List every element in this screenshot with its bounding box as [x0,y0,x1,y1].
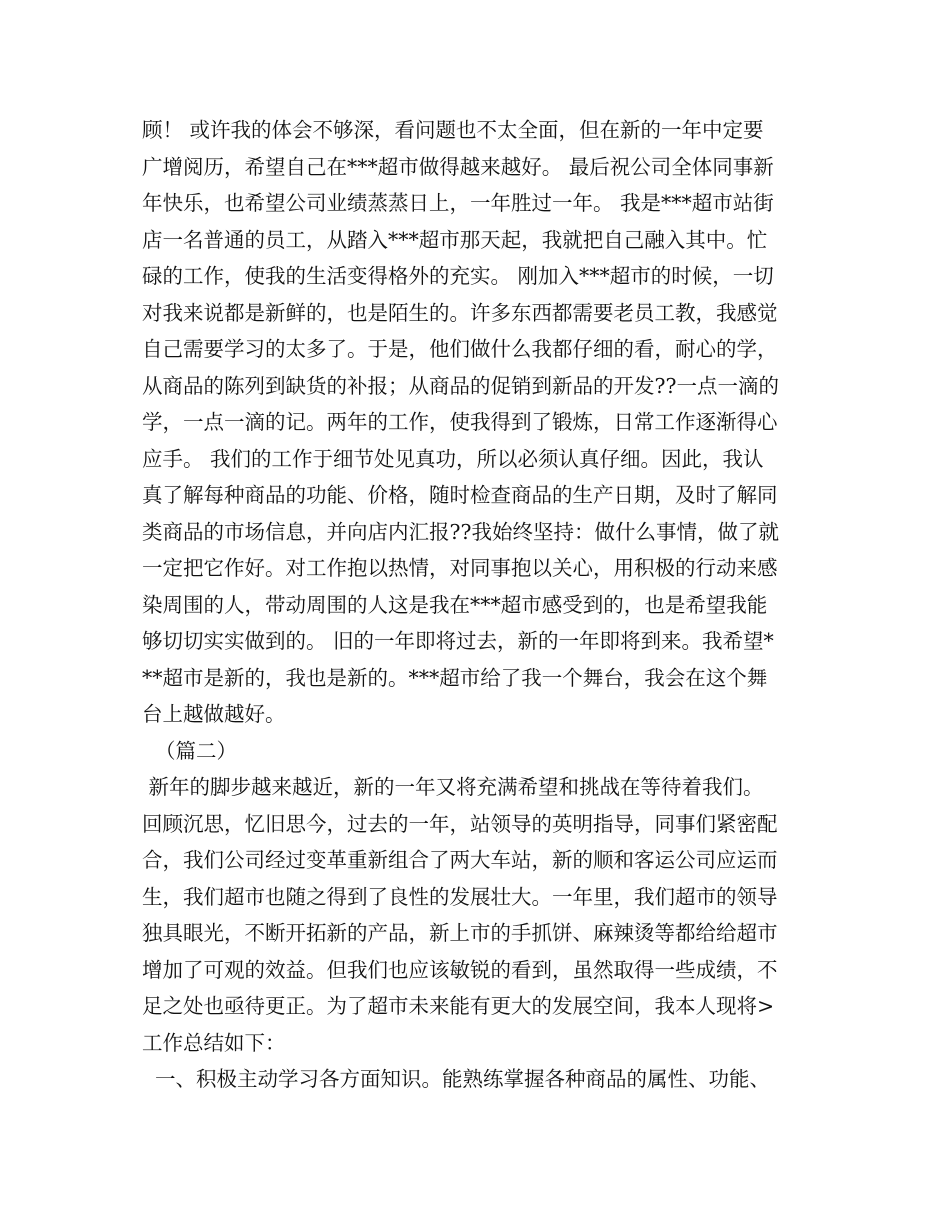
text-line: 应手。 我们的工作于细节处见真功，所以必须认真仔细。因此，我认 [142,446,764,471]
text-line: 从商品的陈列到缺货的补报；从商品的促销到新品的开发??一点一滴的 [142,373,779,398]
text-line: 回顾沉思，忆旧思今，过去的一年，站领导的英明指导，同事们紧密配 [142,811,778,836]
text-line: 年快乐，也希望公司业绩蒸蒸日上，一年胜过一年。 我是***超市站街 [142,191,774,215]
text-line: 类商品的市场信息，并向店内汇报??我始终坚持：做什么事情，做了就 [142,519,779,544]
text-line: 够切切实实做到的。 旧的一年即将过去，新的一年即将到来。我希望* [142,629,774,653]
text-line: 真了解每种商品的功能、价格，随时检查商品的生产日期，及时了解同 [142,483,778,507]
text-line: 学，一点一滴的记。两年的工作，使我得到了锻炼，日常工作逐渐得心 [142,410,778,434]
text-line: 一定把它作好。对工作抱以热情，对同事抱以关心，用积极的行动来感 [142,556,778,580]
text-line: 增加了可观的效益。但我们也应该敏锐的看到，虽然取得一些成绩，不 [142,957,778,982]
text-line: 店一名普通的员工，从踏入***超市那天起，我就把自己融入其中。忙 [142,227,768,252]
text-line: **超市是新的，我也是新的。***超市给了我一个舞台，我会在这个舞 [142,665,768,690]
text-line: 足之处也亟待更正。为了超市未来能有更大的发展空间，我本人现将> [142,994,775,1018]
text-line: 生，我们超市也随之得到了良性的发展壮大。一年里，我们超市的领导 [142,884,778,909]
section-heading: （篇二） [142,738,238,763]
text-line: 自己需要学习的太多了。于是，他们做什么我都仔细的看，耐心的学， [142,337,778,361]
text-line: 新年的脚步越来越近，新的一年又将充满希望和挑战在等待着我们。 [142,775,764,799]
text-line: 对我来说都是新鲜的，也是陌生的。许多东西都需要老员工教，我感觉 [142,300,778,325]
document-body [142,112,822,1098]
text-line: 碌的工作，使我的生活变得格外的充实。 刚加入***超市的时候，一切 [142,264,774,288]
text-line: 独具眼光，不断开拓新的产品，新上市的手抓饼、麻辣烫等都给给超市 [142,921,778,945]
text-line: 一、积极主动学习各方面知识。能熟练掌握各种商品的属性、功能、 [142,1067,771,1091]
text-line: 广增阅历，希望自己在***超市做得越来越好。 最后祝公司全体同事新 [142,154,774,179]
text-line: 染周围的人，带动周围的人这是我在***超市感受到的，也是希望我能 [142,592,768,617]
text-line: 顾！ 或许我的体会不够深，看问题也不太全面，但在新的一年中定要 [142,118,764,142]
text-line: 台上越做越好。 [142,702,286,726]
text-line: 工作总结如下： [142,1030,286,1055]
text-line: 合，我们公司经过变革重新组合了两大车站，新的顺和客运公司应运而 [142,848,778,872]
